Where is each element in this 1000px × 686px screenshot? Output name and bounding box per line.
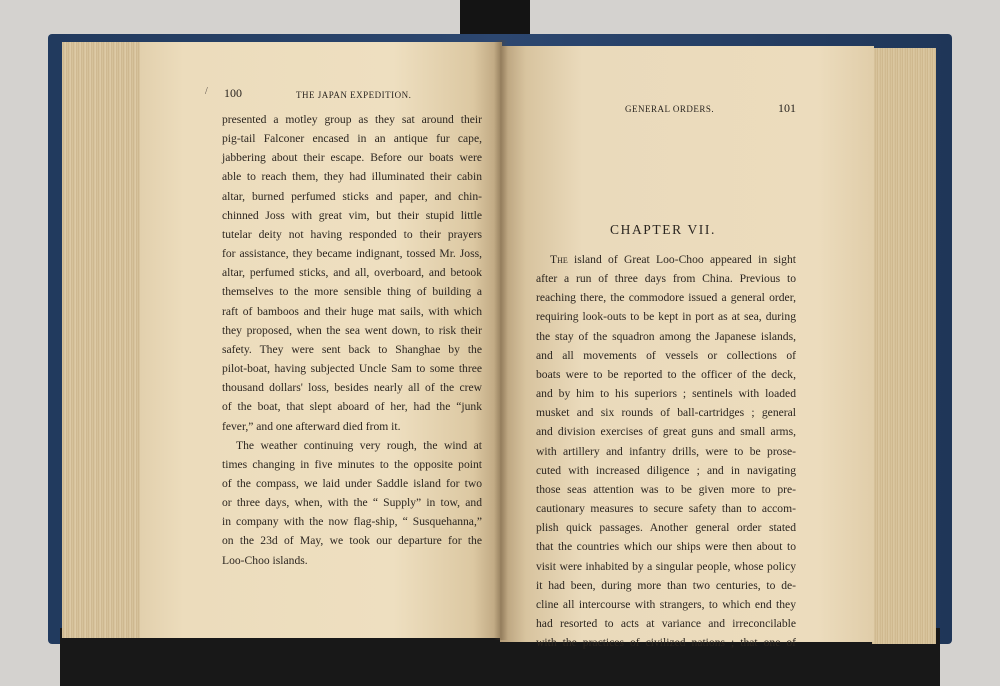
text-line: tutelar deity not having responded to their prayers bbox=[222, 227, 482, 241]
text-line: visit were inhabited by a singular people, whose policy bbox=[536, 559, 796, 573]
lead-word: The bbox=[550, 253, 568, 266]
text-line: cline all intercourse with strangers, to which end they bbox=[536, 597, 796, 611]
text-line: Loo-Choo islands. bbox=[222, 553, 308, 567]
left-page-edges bbox=[62, 42, 142, 638]
text-line: had resorted to acts at variance and irreconcilable bbox=[536, 616, 796, 630]
text-line: they proposed, when the sea went down, to risk their bbox=[222, 323, 482, 337]
text-line: boats were to be reported to the officer of the deck, bbox=[536, 367, 796, 381]
text-line: in company with the now flag-ship, “ Susquehanna,” bbox=[222, 515, 482, 529]
text-line: chinned Joss with great vim, but their stupid little bbox=[222, 208, 482, 222]
text-line: and division exercises of great guns and small arms, bbox=[536, 425, 796, 439]
text-line: plish quick passages. Another general order stated bbox=[536, 521, 796, 535]
right-page-body bbox=[536, 250, 796, 652]
text-line: pilot-boat, having subjected Uncle Sam to some three bbox=[222, 362, 482, 376]
text-line: for assistance, they became indignant, tossed Mr. Joss, bbox=[222, 247, 482, 261]
text-line: altar, burned perfumed sticks and paper, and chin- bbox=[222, 189, 482, 203]
text-line: times changing in five minutes to the opposite point bbox=[222, 457, 482, 471]
text-line: of the boat, that slept aboard of her, had the “junk bbox=[222, 400, 482, 414]
text-line: and all movements of vessels or collections of bbox=[536, 348, 796, 362]
text-line: reaching there, the commodore issued a general order, bbox=[536, 291, 796, 305]
book-gutter bbox=[494, 40, 508, 640]
text-line: and by him to his superiors ; sentinels with loaded bbox=[536, 387, 796, 401]
text-line: The weather continuing very rough, the wind at bbox=[236, 438, 482, 452]
text-line: requiring look-outs to be kept in port as at sea, during bbox=[536, 310, 796, 324]
margin-mark: / bbox=[205, 86, 208, 97]
right-page-number: 101 bbox=[778, 101, 796, 115]
text-line: pig-tail Falconer encased in an antique fur cape, bbox=[222, 132, 482, 146]
text-line: fever,” and one afterward died from it. bbox=[222, 419, 401, 433]
right-page-edges bbox=[872, 48, 936, 644]
text-line: thousand dollars' loss, besides nearly all of the crew bbox=[222, 381, 482, 395]
text-line: with the practices of civilized nations ; that one of bbox=[536, 636, 796, 650]
text-line: those seas attention was to be given more to pre- bbox=[536, 482, 796, 496]
text-line: cautionary measures to secure safety than to accom- bbox=[536, 502, 796, 516]
text-line: the stay of the squadron among the Japanese islands, bbox=[536, 329, 796, 343]
right-running-head: GENERAL ORDERS. bbox=[625, 104, 715, 114]
text-line: raft of bamboos and their huge mat sails, with which bbox=[222, 304, 482, 318]
text-line: that the countries which our ships were then about to bbox=[536, 540, 796, 554]
left-page-number: 100 bbox=[224, 86, 242, 100]
first-line-rest: island of Great Loo-Choo appeared in sight bbox=[567, 253, 796, 266]
left-running-head: THE JAPAN EXPEDITION. bbox=[296, 90, 412, 100]
text-line: safety. They were sent back to Shanghae by the bbox=[222, 342, 482, 356]
text-line: of the compass, we laid under Saddle island for two bbox=[222, 476, 482, 490]
first-line bbox=[536, 250, 796, 269]
text-line: musket and six rounds of ball-cartridges ; general bbox=[536, 406, 796, 420]
chapter-heading: CHAPTER VII. bbox=[610, 222, 716, 237]
text-line: presented a motley group as they sat around their bbox=[222, 113, 482, 126]
text-line: on the 23d of May, we took our departure for the bbox=[222, 534, 482, 548]
text-line: or three days, when, with the “ Supply” in tow, and bbox=[222, 496, 482, 510]
text-line: able to reach them, they had illuminated their cabin bbox=[222, 170, 482, 184]
text-line: jabbering about their escape. Before our boats were bbox=[222, 151, 482, 165]
text-line: after a run of three days from China. Previous to bbox=[536, 272, 796, 286]
text-line: altar, perfumed sticks, and all, overboard, and betook bbox=[222, 266, 482, 280]
text-line: cuted with increased diligence ; and in navigating bbox=[536, 463, 796, 477]
left-page-body bbox=[222, 110, 482, 570]
text-line: themselves to the more sensible thing of building a bbox=[222, 285, 482, 299]
text-line: with artillery and infantry drills, were to be prose- bbox=[536, 444, 796, 458]
text-line: it had been, during more than two centuries, to de- bbox=[536, 578, 796, 592]
